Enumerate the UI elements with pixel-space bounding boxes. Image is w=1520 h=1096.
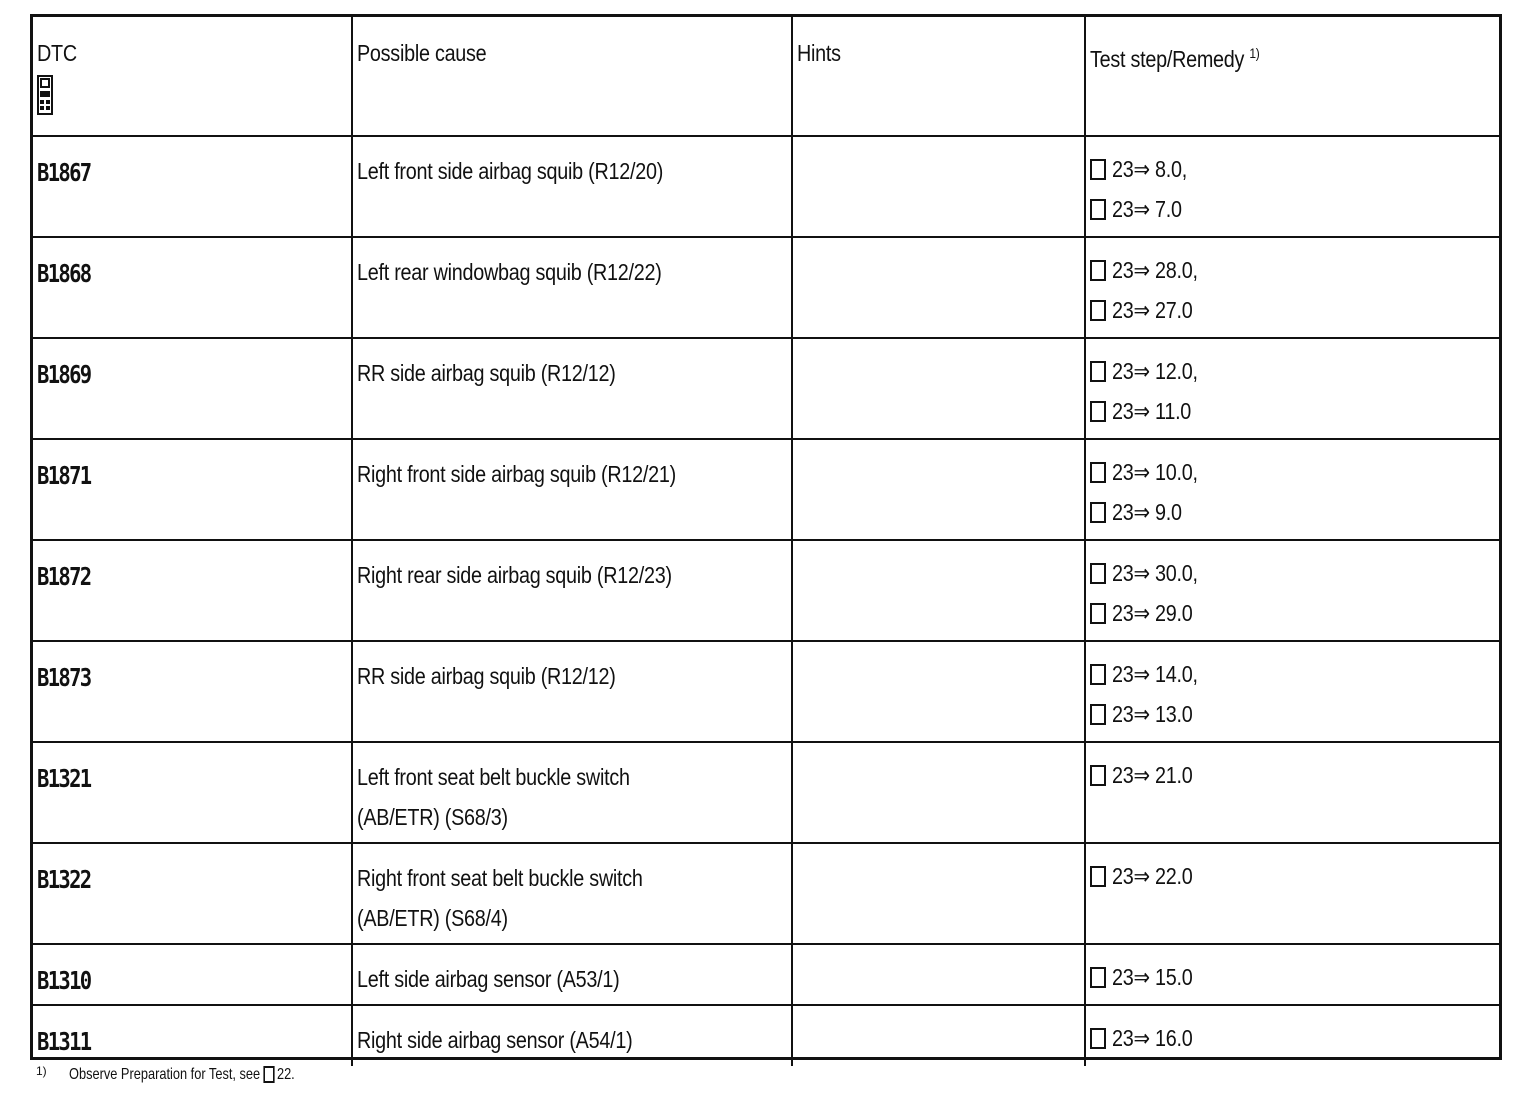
dtc-code: B1867: [37, 158, 91, 187]
reference-step: 22.0: [1155, 862, 1193, 889]
book-reference-icon: [1090, 664, 1106, 685]
book-reference-icon: [1090, 704, 1106, 725]
reference-page: 23: [1112, 498, 1134, 525]
possible-cause-text: RR side airbag squib (R12/12): [357, 663, 616, 689]
reference-step: 11.0: [1155, 397, 1192, 424]
test-step-reference[interactable]: [1090, 856, 1499, 896]
header-dtc-label: DTC: [37, 40, 77, 66]
reference-page: 23: [1112, 296, 1134, 323]
table-row: [33, 338, 1499, 439]
reference-step: 21.0: [1155, 761, 1193, 788]
book-reference-icon: [1090, 361, 1106, 382]
arrow-right-icon: ⇒: [1133, 196, 1150, 223]
test-step-cell: [1085, 641, 1499, 742]
reference-page: 23: [1112, 195, 1134, 222]
test-step-reference[interactable]: [1090, 452, 1499, 492]
dtc-cell: [33, 237, 352, 338]
hints-cell: [792, 439, 1085, 540]
table-row: [33, 237, 1499, 338]
table-row: [33, 944, 1499, 1005]
test-step-reference[interactable]: [1090, 492, 1499, 532]
footnote-page: 22.: [276, 1066, 295, 1083]
dtc-table: [33, 17, 1499, 1066]
dtc-code: B1872: [37, 562, 91, 591]
hints-cell: [792, 641, 1085, 742]
dtc-cell: [33, 540, 352, 641]
reference-page: 23: [1112, 761, 1134, 788]
diagnostic-tool-icon: [37, 75, 53, 115]
reference-page: 23: [1112, 155, 1134, 182]
possible-cause-cell: [352, 338, 792, 439]
possible-cause-cell: [352, 237, 792, 338]
reference-step: 29.0: [1155, 599, 1193, 626]
possible-cause-text: Right front seat belt buckle switch: [357, 865, 643, 891]
dtc-cell: [33, 1005, 352, 1066]
hints-cell: [792, 742, 1085, 843]
arrow-right-icon: ⇒: [1133, 964, 1150, 991]
table-row: [33, 136, 1499, 237]
dtc-code: B1873: [37, 663, 91, 692]
header-dtc: [33, 17, 352, 136]
table-header-row: [33, 17, 1499, 136]
reference-step: 14.0,: [1155, 660, 1198, 687]
book-reference-icon: [1090, 502, 1106, 523]
possible-cause-text: Left front seat belt buckle switch: [357, 764, 630, 790]
book-reference-icon: [1090, 765, 1106, 786]
reference-step: 13.0: [1155, 700, 1193, 727]
test-step-text: [1112, 957, 1193, 998]
reference-step: 27.0: [1155, 296, 1193, 323]
test-step-reference[interactable]: [1090, 553, 1499, 593]
arrow-right-icon: ⇒: [1133, 863, 1150, 890]
book-reference-icon: [1090, 159, 1106, 180]
dtc-code: B1322: [37, 865, 91, 894]
table-row: [33, 439, 1499, 540]
test-step-text: [1112, 593, 1193, 634]
possible-cause-cell: [352, 540, 792, 641]
possible-cause-cell: [352, 641, 792, 742]
test-step-reference[interactable]: [1090, 149, 1499, 189]
test-step-cell: [1085, 742, 1499, 843]
test-step-text: [1112, 553, 1198, 594]
hints-cell: [792, 237, 1085, 338]
book-reference-icon: [1090, 401, 1106, 422]
hints-cell: [792, 843, 1085, 944]
hints-cell: [792, 1005, 1085, 1066]
arrow-right-icon: ⇒: [1133, 600, 1150, 627]
test-step-cell: [1085, 843, 1499, 944]
book-reference-icon: [1090, 462, 1106, 483]
dtc-table-sheet: [30, 14, 1502, 1060]
test-step-cell: [1085, 540, 1499, 641]
arrow-right-icon: ⇒: [1133, 398, 1150, 425]
arrow-right-icon: ⇒: [1133, 499, 1150, 526]
book-reference-icon: [263, 1066, 274, 1083]
book-reference-icon: [1090, 967, 1106, 988]
possible-cause-cell: [352, 944, 792, 1005]
header-test-label: [1090, 33, 1260, 79]
possible-cause-text: Left rear windowbag squib (R12/22): [357, 259, 662, 285]
possible-cause-text: Left front side airbag squib (R12/20): [357, 158, 664, 184]
table-row: [33, 540, 1499, 641]
reference-page: 23: [1112, 559, 1134, 586]
arrow-right-icon: ⇒: [1133, 1025, 1150, 1052]
test-step-text: [1112, 452, 1198, 493]
test-step-reference[interactable]: [1090, 250, 1499, 290]
arrow-right-icon: ⇒: [1133, 701, 1150, 728]
book-reference-icon: [1090, 603, 1106, 624]
test-step-text: [1112, 149, 1187, 190]
test-step-reference[interactable]: [1090, 290, 1499, 330]
reference-step: 15.0: [1155, 963, 1193, 990]
test-step-reference[interactable]: [1090, 189, 1499, 229]
book-reference-icon: [1090, 300, 1106, 321]
header-test-text: Test step/Remedy: [1090, 46, 1245, 72]
possible-cause-cell: [352, 439, 792, 540]
reference-step: 7.0: [1155, 195, 1182, 222]
arrow-right-icon: ⇒: [1133, 257, 1150, 284]
footnote: [36, 1064, 351, 1086]
header-cause-label: Possible cause: [357, 40, 487, 66]
dtc-code: B1310: [37, 966, 91, 995]
test-step-reference[interactable]: [1090, 755, 1499, 795]
table-row: [33, 843, 1499, 944]
reference-page: 23: [1112, 256, 1134, 283]
table-row: [33, 742, 1499, 843]
dtc-cell: [33, 136, 352, 237]
test-step-cell: [1085, 136, 1499, 237]
arrow-right-icon: ⇒: [1133, 459, 1150, 486]
test-step-text: [1112, 250, 1198, 291]
test-step-reference[interactable]: [1090, 654, 1499, 694]
book-reference-icon: [1090, 1028, 1106, 1049]
test-step-text: [1112, 856, 1193, 897]
possible-cause-text: Left side airbag sensor (A53/1): [357, 966, 620, 992]
test-step-reference[interactable]: [1090, 1018, 1499, 1058]
hints-cell: [792, 136, 1085, 237]
reference-step: 28.0,: [1155, 256, 1198, 283]
footnote-text: [69, 1064, 295, 1086]
reference-step: 30.0,: [1155, 559, 1198, 586]
test-step-reference[interactable]: [1090, 694, 1499, 734]
reference-page: 23: [1112, 963, 1134, 990]
table-row: [33, 641, 1499, 742]
test-step-cell: [1085, 944, 1499, 1005]
test-step-reference[interactable]: [1090, 351, 1499, 391]
reference-page: 23: [1112, 862, 1134, 889]
arrow-right-icon: ⇒: [1133, 560, 1150, 587]
reference-step: 8.0,: [1155, 155, 1188, 182]
footnote-mark: 1): [36, 1064, 47, 1078]
dtc-cell: [33, 742, 352, 843]
dtc-cell: [33, 843, 352, 944]
test-step-cell: [1085, 439, 1499, 540]
dtc-code: B1869: [37, 360, 91, 389]
test-step-text: [1112, 492, 1182, 533]
book-reference-icon: [1090, 563, 1106, 584]
reference-page: 23: [1112, 700, 1134, 727]
test-step-cell: [1085, 237, 1499, 338]
header-test: [1085, 17, 1499, 136]
header-test-footnote-mark: 1): [1249, 45, 1260, 61]
footnote-body: Observe Preparation for Test, see: [68, 1066, 260, 1083]
arrow-right-icon: ⇒: [1133, 156, 1150, 183]
book-reference-icon: [1090, 866, 1106, 887]
test-step-cell: [1085, 1005, 1499, 1066]
reference-page: 23: [1112, 397, 1134, 424]
test-step-reference[interactable]: [1090, 957, 1499, 997]
possible-cause-cell: [352, 1005, 792, 1066]
dtc-code: B1868: [37, 259, 91, 288]
reference-page: 23: [1112, 1024, 1134, 1051]
arrow-right-icon: ⇒: [1133, 297, 1150, 324]
possible-cause-cell: [352, 843, 792, 944]
possible-cause-cell: [352, 742, 792, 843]
test-step-text: [1112, 654, 1198, 695]
dtc-code: B1311: [37, 1027, 91, 1056]
hints-cell: [792, 540, 1085, 641]
possible-cause-text: (AB/ETR) (S68/4): [357, 905, 508, 931]
arrow-right-icon: ⇒: [1133, 661, 1150, 688]
test-step-text: [1112, 189, 1182, 230]
dtc-cell: [33, 944, 352, 1005]
arrow-right-icon: ⇒: [1133, 762, 1150, 789]
possible-cause-text: (AB/ETR) (S68/3): [357, 804, 508, 830]
reference-step: 12.0,: [1155, 357, 1198, 384]
reference-page: 23: [1112, 458, 1134, 485]
test-step-cell: [1085, 338, 1499, 439]
hints-cell: [792, 338, 1085, 439]
hints-cell: [792, 944, 1085, 1005]
possible-cause-cell: [352, 136, 792, 237]
dtc-code: B1871: [37, 461, 91, 490]
possible-cause-text: Right rear side airbag squib (R12/23): [357, 562, 672, 588]
dtc-code: B1321: [37, 764, 91, 793]
test-step-text: [1112, 694, 1193, 735]
book-reference-icon: [1090, 260, 1106, 281]
reference-page: 23: [1112, 599, 1134, 626]
possible-cause-text: Right front side airbag squib (R12/21): [357, 461, 676, 487]
header-hints-label: Hints: [797, 40, 841, 66]
reference-page: 23: [1112, 660, 1134, 687]
test-step-text: [1112, 1018, 1193, 1059]
possible-cause-text: RR side airbag squib (R12/12): [357, 360, 616, 386]
test-step-text: [1112, 755, 1193, 796]
possible-cause-text: Right side airbag sensor (A54/1): [357, 1027, 633, 1053]
test-step-text: [1112, 391, 1191, 432]
test-step-reference[interactable]: [1090, 593, 1499, 633]
test-step-text: [1112, 290, 1193, 331]
header-hints: [792, 17, 1085, 136]
dtc-cell: [33, 439, 352, 540]
test-step-reference[interactable]: [1090, 391, 1499, 431]
test-step-text: [1112, 351, 1198, 392]
table-row: [33, 1005, 1499, 1066]
book-reference-icon: [1090, 199, 1106, 220]
dtc-cell: [33, 338, 352, 439]
header-cause: [352, 17, 792, 136]
reference-step: 16.0: [1155, 1024, 1193, 1051]
dtc-cell: [33, 641, 352, 742]
reference-step: 9.0: [1155, 498, 1182, 525]
reference-step: 10.0,: [1155, 458, 1198, 485]
reference-page: 23: [1112, 357, 1134, 384]
arrow-right-icon: ⇒: [1133, 358, 1150, 385]
